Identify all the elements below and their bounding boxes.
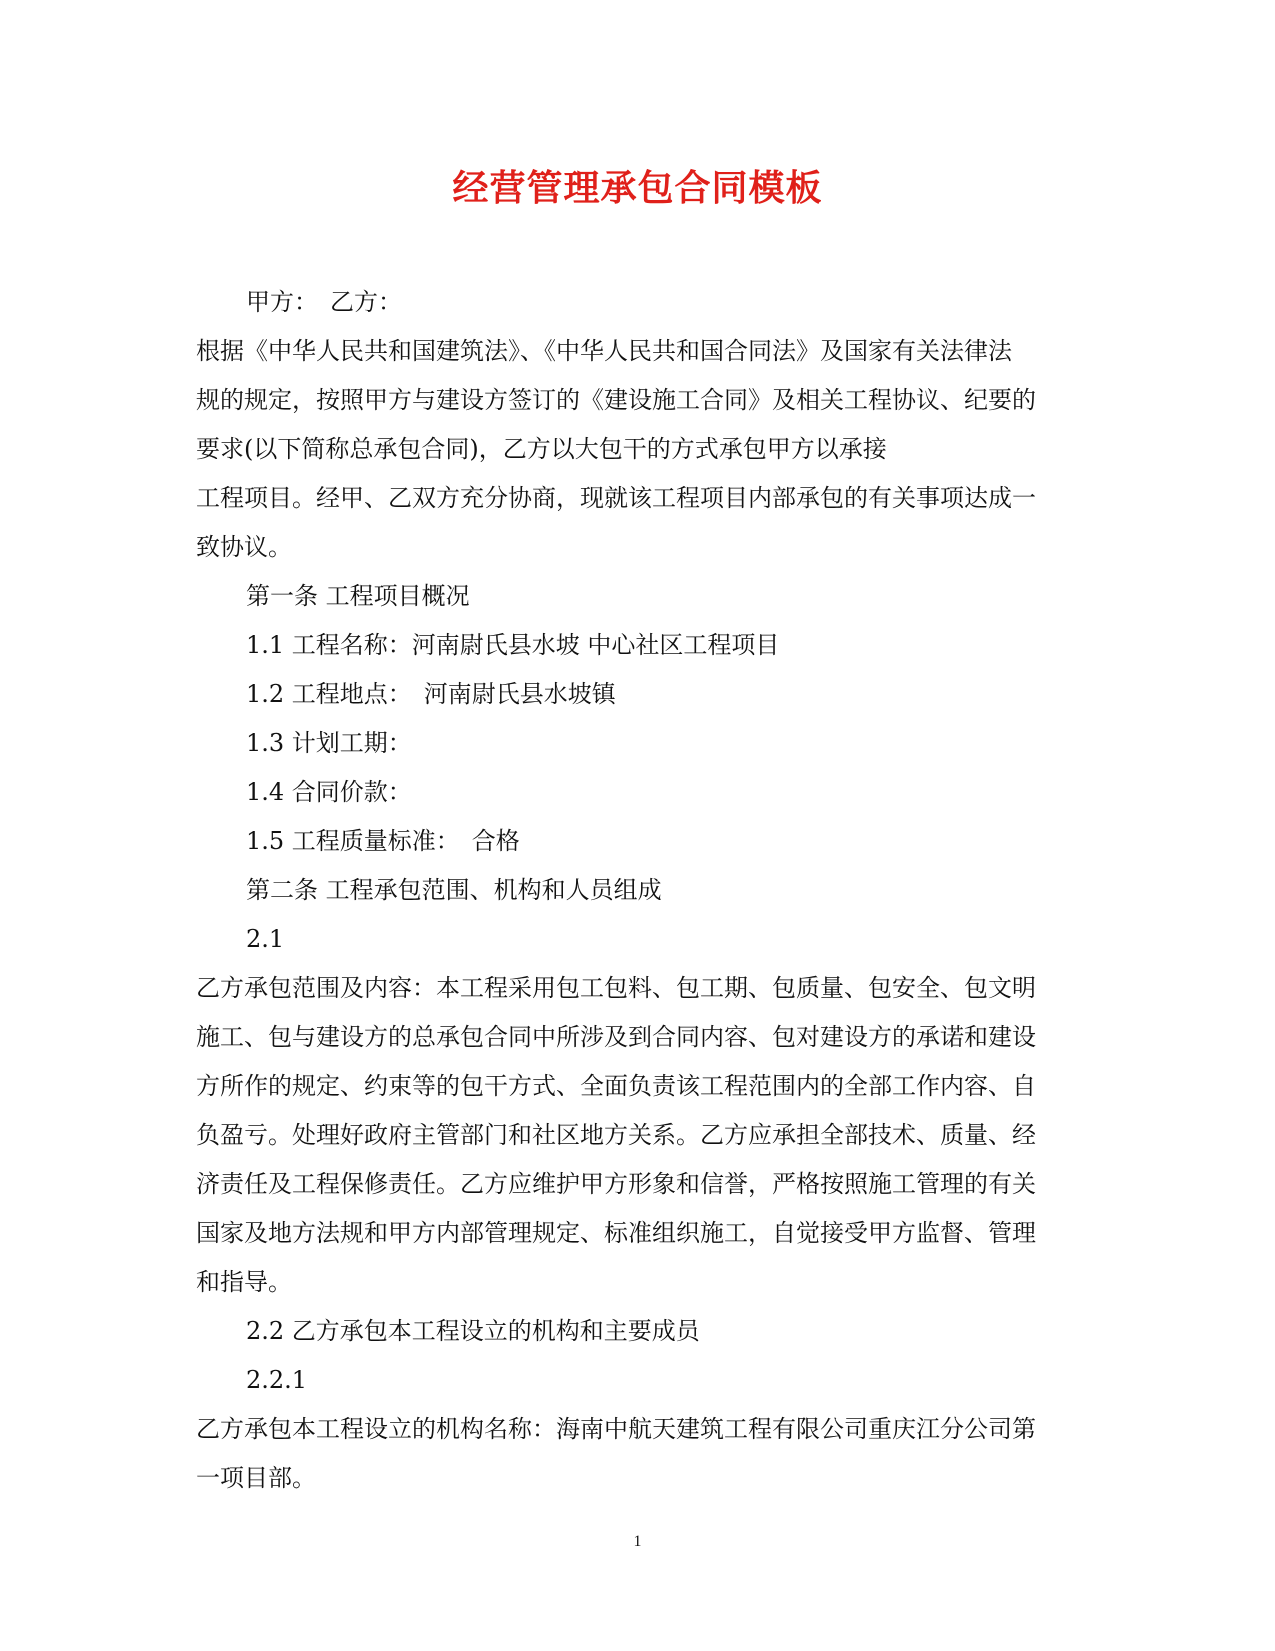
article-1-item: 1.5 工程质量标准： 合格 [246, 827, 520, 855]
article-1-item: 1.4 合同价款： [246, 778, 412, 806]
intro-line: 规的规定，按照甲方与建设方签订的《建设施工合同》及相关工程协议、纪要的 [196, 386, 1036, 414]
paragraph-line: 方所作的规定、约束等的包干方式、全面负责该工程范围内的全部工作内容、自 [196, 1072, 1036, 1100]
intro-line: 根据《中华人民共和国建筑法》、《中华人民共和国合同法》及国家有关法律法 [196, 337, 1012, 365]
paragraph-line: 一项目部。 [196, 1464, 316, 1492]
item-2-1-paragraph [196, 964, 1076, 1307]
paragraph-line: 国家及地方法规和甲方内部管理规定、标准组织施工，自觉接受甲方监督、管理 [196, 1219, 1036, 1247]
intro-line: 致协议。 [196, 533, 292, 561]
document-title: 经营管理承包合同模板 [452, 167, 823, 209]
item-2-2-1-paragraph [196, 1405, 1076, 1503]
intro-line: 要求(以下简称总承包合同)，乙方以大包干的方式承包甲方以承接 [196, 435, 887, 463]
item-2-2-heading: 2.2 乙方承包本工程设立的机构和主要成员 [246, 1317, 700, 1345]
item-2-1-label: 2.1 [246, 925, 285, 953]
article-1-item: 1.2 工程地点： 河南尉氏县水坡镇 [246, 680, 616, 708]
intro-line: 工程项目。经甲、乙双方充分协商，现就该工程项目内部承包的有关事项达成一 [196, 484, 1036, 512]
intro-paragraph [196, 327, 1076, 474]
article-1-item: 1.3 计划工期： [246, 729, 412, 757]
article-1-item: 1.1 工程名称：河南尉氏县水坡 中心社区工程项目 [246, 631, 780, 659]
paragraph-line: 施工、包与建设方的总承包合同中所涉及到合同内容、包对建设方的承诺和建设 [196, 1023, 1036, 1051]
item-2-2-1-label: 2.2.1 [246, 1366, 308, 1394]
page-number: 1 [633, 1533, 642, 1550]
paragraph-line: 乙方承包范围及内容：本工程采用包工包料、包工期、包质量、包安全、包文明 [196, 974, 1036, 1002]
article-2-heading: 第二条 工程承包范围、机构和人员组成 [246, 876, 662, 904]
document-body [196, 278, 1076, 1503]
intro-paragraph-continued [196, 474, 1076, 572]
paragraph-line: 和指导。 [196, 1268, 292, 1296]
paragraph-line: 济责任及工程保修责任。乙方应维护甲方形象和信誉，严格按照施工管理的有关 [196, 1170, 1036, 1198]
article-1-heading: 第一条 工程项目概况 [246, 582, 470, 610]
parties-line: 甲方： 乙方： [246, 288, 402, 316]
paragraph-line: 负盈亏。处理好政府主管部门和社区地方关系。乙方应承担全部技术、质量、经 [196, 1121, 1036, 1149]
paragraph-line: 乙方承包本工程设立的机构名称：海南中航天建筑工程有限公司重庆江分公司第 [196, 1415, 1036, 1443]
